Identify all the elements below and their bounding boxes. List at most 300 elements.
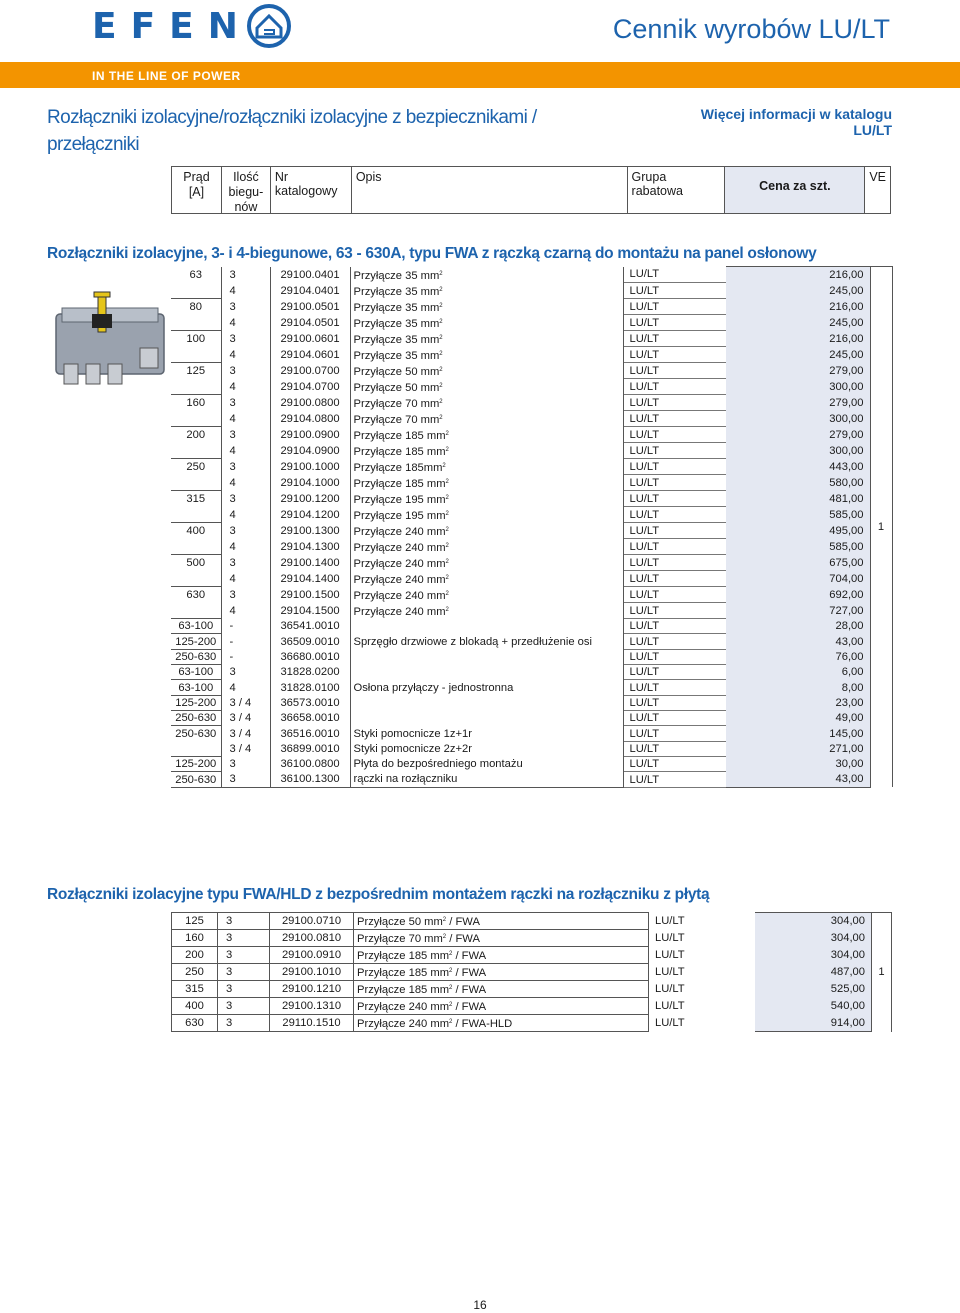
table-row [171, 741, 892, 756]
cell-price: 43,00 [726, 634, 870, 649]
cell-discount-group: LU/LT [623, 363, 726, 379]
cell-price: 443,00 [726, 459, 870, 475]
cell-price: 279,00 [726, 427, 870, 443]
table-row [171, 587, 892, 603]
cell-description [350, 680, 623, 695]
table-row [171, 299, 892, 315]
cell-description [350, 587, 623, 603]
cell-discount-group: LU/LT [623, 315, 726, 331]
cell-description [354, 930, 649, 947]
cell-poles: 3 [221, 363, 270, 379]
superscript-unit: 2 [439, 398, 443, 405]
description-suffix: / FWA [452, 1001, 487, 1013]
description-text: rączki na rozłączniku [353, 773, 458, 786]
cell-catalog-number: 29104.0601 [270, 347, 350, 363]
cell-catalog-number: 36541.0010 [270, 619, 350, 634]
cell-discount-group: LU/LT [623, 523, 726, 539]
cell-discount-group: LU/LT [623, 347, 726, 363]
superscript-unit: 2 [445, 590, 449, 597]
cell-price: 43,00 [726, 772, 870, 787]
cell-discount-group: LU/LT [623, 772, 726, 787]
superscript-unit: 2 [445, 510, 449, 517]
cell-catalog-number: 29110.1510 [270, 1015, 354, 1032]
table-row [171, 267, 892, 283]
cell-catalog-number: 29100.0601 [270, 331, 350, 347]
table-row [172, 964, 892, 981]
cell-poles: 3 [218, 913, 270, 930]
cell-description [350, 523, 623, 539]
cell-price: 279,00 [726, 395, 870, 411]
table-row [171, 539, 892, 555]
cell-price: 585,00 [726, 539, 870, 555]
cell-discount-group: LU/LT [623, 711, 726, 726]
cell-price: 49,00 [726, 711, 870, 726]
cell-price: 704,00 [726, 571, 870, 587]
cell-price: 145,00 [726, 726, 870, 741]
cell-discount-group: LU/LT [623, 283, 726, 299]
cell-description [350, 571, 623, 587]
cell-catalog-number: 29100.0910 [270, 947, 354, 964]
cell-discount-group: LU/LT [623, 695, 726, 710]
cell-poles: 3 / 4 [221, 711, 270, 726]
superscript-unit: 2 [439, 382, 443, 389]
logo-text: EFEN [92, 5, 252, 47]
efen-house-icon [246, 4, 292, 48]
cell-catalog-number: 29104.0800 [270, 411, 350, 427]
cell-catalog-number: 29104.0700 [270, 379, 350, 395]
cell-ve: 1 [872, 913, 892, 1032]
description-text: Przyłącze 185 mm [353, 477, 446, 490]
cell-catalog-number: 29100.1400 [270, 555, 350, 571]
superscript-unit: 2 [445, 430, 449, 437]
cell-catalog-number: 36509.0010 [270, 634, 350, 649]
table-row [171, 680, 892, 695]
cell-description [350, 491, 623, 507]
switch-disconnector-image [54, 284, 166, 392]
cell-catalog-number: 36680.0010 [270, 649, 350, 664]
description-text: Przyłącze 35 mm [353, 317, 440, 330]
cell-description [350, 299, 623, 315]
catalog-link-line2: LU/LT [853, 122, 892, 138]
cell-price: 30,00 [726, 757, 870, 772]
cell-price: 245,00 [726, 283, 870, 299]
cell-catalog-number: 29100.1300 [270, 523, 350, 539]
cell-current: 630 [172, 1015, 218, 1032]
table-row [171, 475, 892, 491]
cell-poles: - [221, 619, 270, 634]
cell-poles: 3 [218, 947, 270, 964]
page-number: 16 [473, 1298, 487, 1312]
cell-catalog-number: 36658.0010 [270, 711, 350, 726]
cell-price: 23,00 [726, 695, 870, 710]
table-row [172, 1015, 892, 1032]
cell-current: 630 [171, 587, 221, 603]
cell-catalog-number: 29100.1500 [270, 587, 350, 603]
superscript-unit: 2 [439, 302, 443, 309]
cell-catalog-number: 29100.0700 [270, 363, 350, 379]
cell-catalog-number: 29100.0501 [270, 299, 350, 315]
cell-current: 63 [171, 267, 221, 283]
table-row [171, 649, 892, 664]
cell-poles: 4 [221, 379, 270, 395]
cell-discount-group: LU/LT [623, 726, 726, 741]
cell-discount-group: LU/LT [623, 665, 726, 680]
cell-poles: 4 [221, 571, 270, 587]
cell-poles: 4 [221, 475, 270, 491]
cell-poles: 3 [218, 964, 270, 981]
group-title-fwa: Rozłączniki izolacyjne, 3- i 4-biegunowe, 63 - 630A, typu FWA z rączką czarną do montażu na panel osłonowy [47, 245, 817, 262]
cell-description [354, 913, 649, 930]
description-text: Przyłącze 185 mm [357, 967, 450, 979]
cell-poles: - [221, 649, 270, 664]
superscript-unit: 2 [439, 366, 443, 373]
cell-current: 200 [171, 427, 221, 443]
table-row [171, 459, 892, 475]
cell-current [171, 507, 221, 523]
cell-catalog-number: 29100.0810 [270, 930, 354, 947]
cell-catalog-number: 29100.0710 [270, 913, 354, 930]
description-text: Przyłącze 35 mm [353, 285, 440, 298]
cell-description [354, 1015, 649, 1032]
table-row [171, 427, 892, 443]
cell-description [350, 649, 623, 664]
cell-poles: 4 [221, 443, 270, 459]
cell-description [350, 411, 623, 427]
table-row [171, 571, 892, 587]
cell-catalog-number: 29104.0501 [270, 315, 350, 331]
cell-discount-group: LU/LT [655, 983, 685, 995]
cell-poles: 3 [221, 587, 270, 603]
cell-poles: 3 [221, 459, 270, 475]
cell-price: 525,00 [755, 981, 872, 998]
cell-current [171, 741, 221, 756]
table-row [171, 379, 892, 395]
cell-current: 250-630 [171, 649, 221, 664]
cell-ve: 1 [870, 267, 892, 788]
description-text: Przyłącze 240 mm [353, 589, 446, 602]
cell-catalog-number: 29100.1000 [270, 459, 350, 475]
cell-poles: 3 / 4 [221, 741, 270, 756]
table-row [171, 443, 892, 459]
cell-poles: 3 [221, 665, 270, 680]
cell-current [171, 475, 221, 491]
cell-discount-group: LU/LT [623, 331, 726, 347]
superscript-unit: 2 [439, 414, 443, 421]
catalog-link-line1: Więcej informacji w katalogu [700, 106, 892, 122]
cell-price: 300,00 [726, 411, 870, 427]
table-row [171, 523, 892, 539]
cell-catalog-number: 29100.1310 [270, 998, 354, 1015]
table-row [171, 726, 892, 741]
cell-current [171, 347, 221, 363]
cell-discount-group: LU/LT [623, 587, 726, 603]
description-text: Styki pomocnicze 2z+2r [353, 742, 472, 755]
cell-price: 580,00 [726, 475, 870, 491]
cell-catalog-number: 29104.0401 [270, 283, 350, 299]
superscript-unit: 2 [445, 526, 449, 533]
description-text: Przyłącze 70 mm [357, 933, 443, 945]
description-suffix: / FWA [446, 916, 480, 928]
cell-catalog-number: 29100.0401 [270, 267, 350, 283]
cell-discount-group: LU/LT [623, 267, 726, 283]
cell-price: 304,00 [755, 913, 872, 930]
cell-description [350, 507, 623, 523]
cell-price: 914,00 [755, 1015, 872, 1032]
cell-price: 727,00 [726, 603, 870, 619]
description-text: Przyłącze 240 mm [353, 541, 446, 554]
cell-discount-group: LU/LT [623, 539, 726, 555]
table-row [171, 634, 892, 649]
superscript-unit: 2 [442, 462, 446, 469]
cell-description [350, 711, 623, 726]
cell-description [350, 757, 623, 772]
table-row [172, 998, 892, 1015]
cell-description [350, 695, 623, 710]
cell-description [354, 947, 649, 964]
cell-poles: 3 [221, 331, 270, 347]
price-table-fwa-hld [171, 912, 892, 1032]
cell-price: 216,00 [726, 267, 870, 283]
cell-poles: 4 [221, 411, 270, 427]
cell-price: 28,00 [726, 619, 870, 634]
cell-catalog-number: 29100.0900 [270, 427, 350, 443]
table-row [171, 507, 892, 523]
cell-current: 250 [172, 964, 218, 981]
col-header-catalog-number: Nr katalogowy [271, 167, 352, 213]
description-text: Przyłącze 35 mm [353, 333, 440, 346]
cell-description [354, 998, 649, 1015]
cell-poles: 4 [221, 680, 270, 695]
cell-discount-group: LU/LT [623, 571, 726, 587]
table-row [171, 411, 892, 427]
cell-price: 216,00 [726, 299, 870, 315]
cell-current: 160 [172, 930, 218, 947]
cell-discount-group: LU/LT [655, 1000, 685, 1012]
cell-current [171, 315, 221, 331]
cell-poles: 3 [221, 267, 270, 283]
superscript-unit: 2 [449, 951, 453, 957]
cell-poles: 3 [218, 930, 270, 947]
cell-current [171, 411, 221, 427]
cell-discount-group: LU/LT [623, 757, 726, 772]
cell-price: 481,00 [726, 491, 870, 507]
cell-catalog-number: 36516.0010 [270, 726, 350, 741]
superscript-unit: 2 [449, 968, 453, 974]
cell-poles: 3 / 4 [221, 726, 270, 741]
cell-catalog-number: 36573.0010 [270, 695, 350, 710]
cell-discount-group: LU/LT [623, 649, 726, 664]
superscript-unit: 2 [445, 542, 449, 549]
cell-catalog-number: 29100.1010 [270, 964, 354, 981]
superscript-unit: 2 [449, 1002, 453, 1008]
cell-current [171, 283, 221, 299]
cell-description [354, 964, 649, 981]
cell-current [171, 379, 221, 395]
catalog-link[interactable] [701, 106, 892, 138]
cell-price: 6,00 [726, 665, 870, 680]
section-title: Rozłączniki izolacyjne/rozłączniki izolacyjne z bezpiecznikami / przełączniki [47, 107, 537, 155]
description-text: Przyłącze 185 mm [353, 445, 446, 458]
cell-discount-group: LU/LT [623, 459, 726, 475]
cell-price: 76,00 [726, 649, 870, 664]
brand-banner [0, 62, 960, 88]
cell-discount-group: LU/LT [655, 1017, 685, 1029]
cell-price: 8,00 [726, 680, 870, 695]
cell-discount-group: LU/LT [623, 507, 726, 523]
cell-catalog-number: 29104.1200 [270, 507, 350, 523]
table-header [171, 166, 891, 214]
cell-catalog-number: 31828.0200 [270, 665, 350, 680]
superscript-unit: 2 [449, 985, 453, 991]
superscript-unit: 2 [445, 446, 449, 453]
cell-current [171, 539, 221, 555]
table-row [171, 711, 892, 726]
cell-price: 216,00 [726, 331, 870, 347]
cell-description [350, 603, 623, 619]
superscript-unit: 2 [445, 558, 449, 565]
cell-catalog-number: 29104.1300 [270, 539, 350, 555]
table-row [171, 347, 892, 363]
cell-description [350, 619, 623, 634]
description-text: Przyłącze 35 mm [353, 301, 440, 314]
description-text: Przyłącze 185mm [353, 461, 443, 474]
description-text: Przyłącze 70 mm [353, 397, 440, 410]
table-row [171, 315, 892, 331]
table-row [171, 363, 892, 379]
cell-price: 279,00 [726, 363, 870, 379]
cell-poles: 3 [221, 395, 270, 411]
cell-description [350, 347, 623, 363]
description-suffix: / FWA [446, 933, 480, 945]
description-text: Przyłącze 195 mm [353, 509, 446, 522]
superscript-unit: 2 [439, 318, 443, 325]
description-text: Przyłącze 240 mm [353, 573, 446, 586]
description-text: Płyta do bezpośredniego montażu [353, 758, 523, 771]
table-row [171, 603, 892, 619]
cell-description [350, 539, 623, 555]
col-header-current: Prąd [A] [172, 167, 222, 213]
description-text: Styki pomocnicze 1z+1r [353, 727, 472, 740]
cell-catalog-number: 29104.1500 [270, 603, 350, 619]
description-text: Sprzęgło drzwiowe z blokadą + przedłużenie osi [353, 635, 592, 648]
cell-description [350, 459, 623, 475]
group-title-fwa-hld: Rozłączniki izolacyjne typu FWA/HLD z bezpośrednim montażem rączki na rozłączniku z płytą [47, 886, 710, 903]
cell-current: 160 [171, 395, 221, 411]
cell-description [350, 475, 623, 491]
cell-poles: 3 [221, 772, 270, 787]
col-header-ve: VE [869, 170, 886, 184]
description-text: Przyłącze 70 mm [353, 413, 440, 426]
cell-discount-group: LU/LT [655, 966, 685, 978]
col-header-poles: Ilość biegu- nów [222, 167, 271, 213]
cell-catalog-number: 36899.0010 [270, 741, 350, 756]
description-text: Przyłącze 50 mm [357, 916, 443, 928]
cell-catalog-number: 29100.1210 [270, 981, 354, 998]
table-row [171, 395, 892, 411]
cell-current: 125-200 [171, 757, 221, 772]
cell-poles: 3 [221, 757, 270, 772]
description-suffix: / FWA [452, 967, 487, 979]
cell-description [350, 634, 623, 649]
table-row [172, 913, 892, 930]
cell-current [171, 443, 221, 459]
description-text: Przyłącze 240 mm [353, 605, 446, 618]
description-text: Przyłącze 240 mm [353, 525, 446, 538]
cell-discount-group: LU/LT [623, 443, 726, 459]
cell-discount-group: LU/LT [655, 932, 685, 944]
description-suffix: / FWA [452, 984, 487, 996]
superscript-unit: 2 [445, 574, 449, 581]
cell-description [354, 981, 649, 998]
description-text: Przyłącze 185 mm [357, 950, 450, 962]
cell-description [350, 363, 623, 379]
table-row [171, 619, 892, 634]
cell-price: 304,00 [755, 930, 872, 947]
cell-price: 675,00 [726, 555, 870, 571]
cell-discount-group: LU/LT [623, 475, 726, 491]
cell-catalog-number: 36100.1300 [270, 772, 350, 787]
table-row [171, 555, 892, 571]
cell-description [350, 665, 623, 680]
description-text: Przyłącze 240 mm [353, 557, 446, 570]
cell-discount-group: LU/LT [655, 949, 685, 961]
cell-price: 300,00 [726, 443, 870, 459]
cell-discount-group: LU/LT [623, 395, 726, 411]
cell-poles: 3 [218, 1015, 270, 1032]
cell-poles: 4 [221, 507, 270, 523]
cell-poles: 4 [221, 539, 270, 555]
col-header-description: Opis [352, 167, 628, 213]
cell-discount-group: LU/LT [623, 299, 726, 315]
cell-poles: 3 [221, 299, 270, 315]
superscript-unit: 2 [439, 350, 443, 357]
cell-current: 315 [172, 981, 218, 998]
cell-poles: 3 [218, 998, 270, 1015]
cell-current: 250 [171, 459, 221, 475]
superscript-unit: 2 [449, 1019, 453, 1025]
cell-price: 245,00 [726, 347, 870, 363]
cell-price: 271,00 [726, 741, 870, 756]
cell-current: 63-100 [171, 680, 221, 695]
cell-catalog-number: 29104.1400 [270, 571, 350, 587]
cell-catalog-number: 31828.0100 [270, 680, 350, 695]
cell-current: 200 [172, 947, 218, 964]
cell-description [350, 331, 623, 347]
cell-discount-group: LU/LT [623, 555, 726, 571]
cell-price: 487,00 [755, 964, 872, 981]
cell-poles: - [221, 634, 270, 649]
cell-description [350, 379, 623, 395]
cell-poles: 3 [221, 523, 270, 539]
description-text: Przyłącze 50 mm [353, 381, 440, 394]
cell-discount-group: LU/LT [655, 915, 685, 927]
cell-current: 125-200 [171, 695, 221, 710]
description-text: Przyłącze 185 mm [357, 984, 450, 996]
col-header-discount-group: Grupa rabatowa [628, 167, 726, 213]
table-row [171, 491, 892, 507]
banner-text: IN THE LINE OF POWER [92, 69, 241, 83]
cell-discount-group: LU/LT [623, 741, 726, 756]
cell-poles: 4 [221, 283, 270, 299]
cell-current: 250-630 [171, 772, 221, 787]
cell-description [350, 443, 623, 459]
cell-current: 63-100 [171, 665, 221, 680]
cell-description [350, 283, 623, 299]
cell-current: 125-200 [171, 634, 221, 649]
document-title: Cennik wyrobów LU/LT [612, 14, 890, 44]
table-row [171, 757, 892, 772]
cell-catalog-number: 29100.1200 [270, 491, 350, 507]
